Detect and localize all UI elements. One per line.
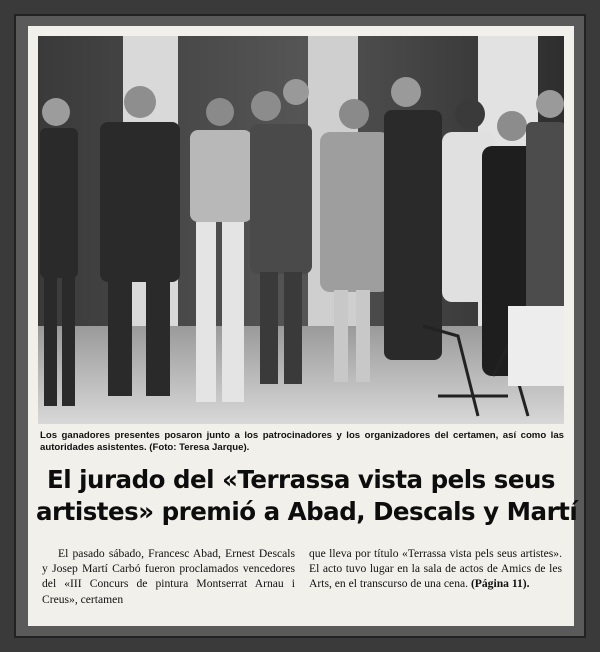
article-body bbox=[42, 546, 562, 607]
headline-line-1: El jurado del «Terrassa vista pels seus bbox=[46, 465, 556, 494]
article-column-1 bbox=[42, 546, 295, 607]
group-photo bbox=[38, 36, 564, 424]
group-photo-icon bbox=[38, 36, 564, 424]
headline-line-2: artistes» premió a Abad, Descals y Martí bbox=[36, 497, 578, 526]
photo-caption: Los ganadores presentes posaron junto a los patrocinadores y los organizadores del certamen, así como las autoridades asistentes. (Foto: Teresa Jarque). bbox=[40, 430, 564, 453]
article-column-2 bbox=[309, 546, 562, 607]
newspaper-clipping bbox=[28, 26, 578, 626]
article-paragraph-1: El pasado sábado, Francesc Abad, Ernest Descals y Josep Martí Carbó fueron proclamados vencedores del «III Concurs de pintura Montserrat Arnau i Creus», certamen bbox=[42, 547, 295, 606]
article-paragraph-2: que lleva por título «Terrassa vista pels seus artistes». El acto tuvo lugar en la sala de actos de Amics de les Arts, en el transcurso de una cena. bbox=[309, 547, 562, 591]
page-reference: (Página 11). bbox=[470, 577, 530, 591]
headline bbox=[36, 464, 578, 528]
